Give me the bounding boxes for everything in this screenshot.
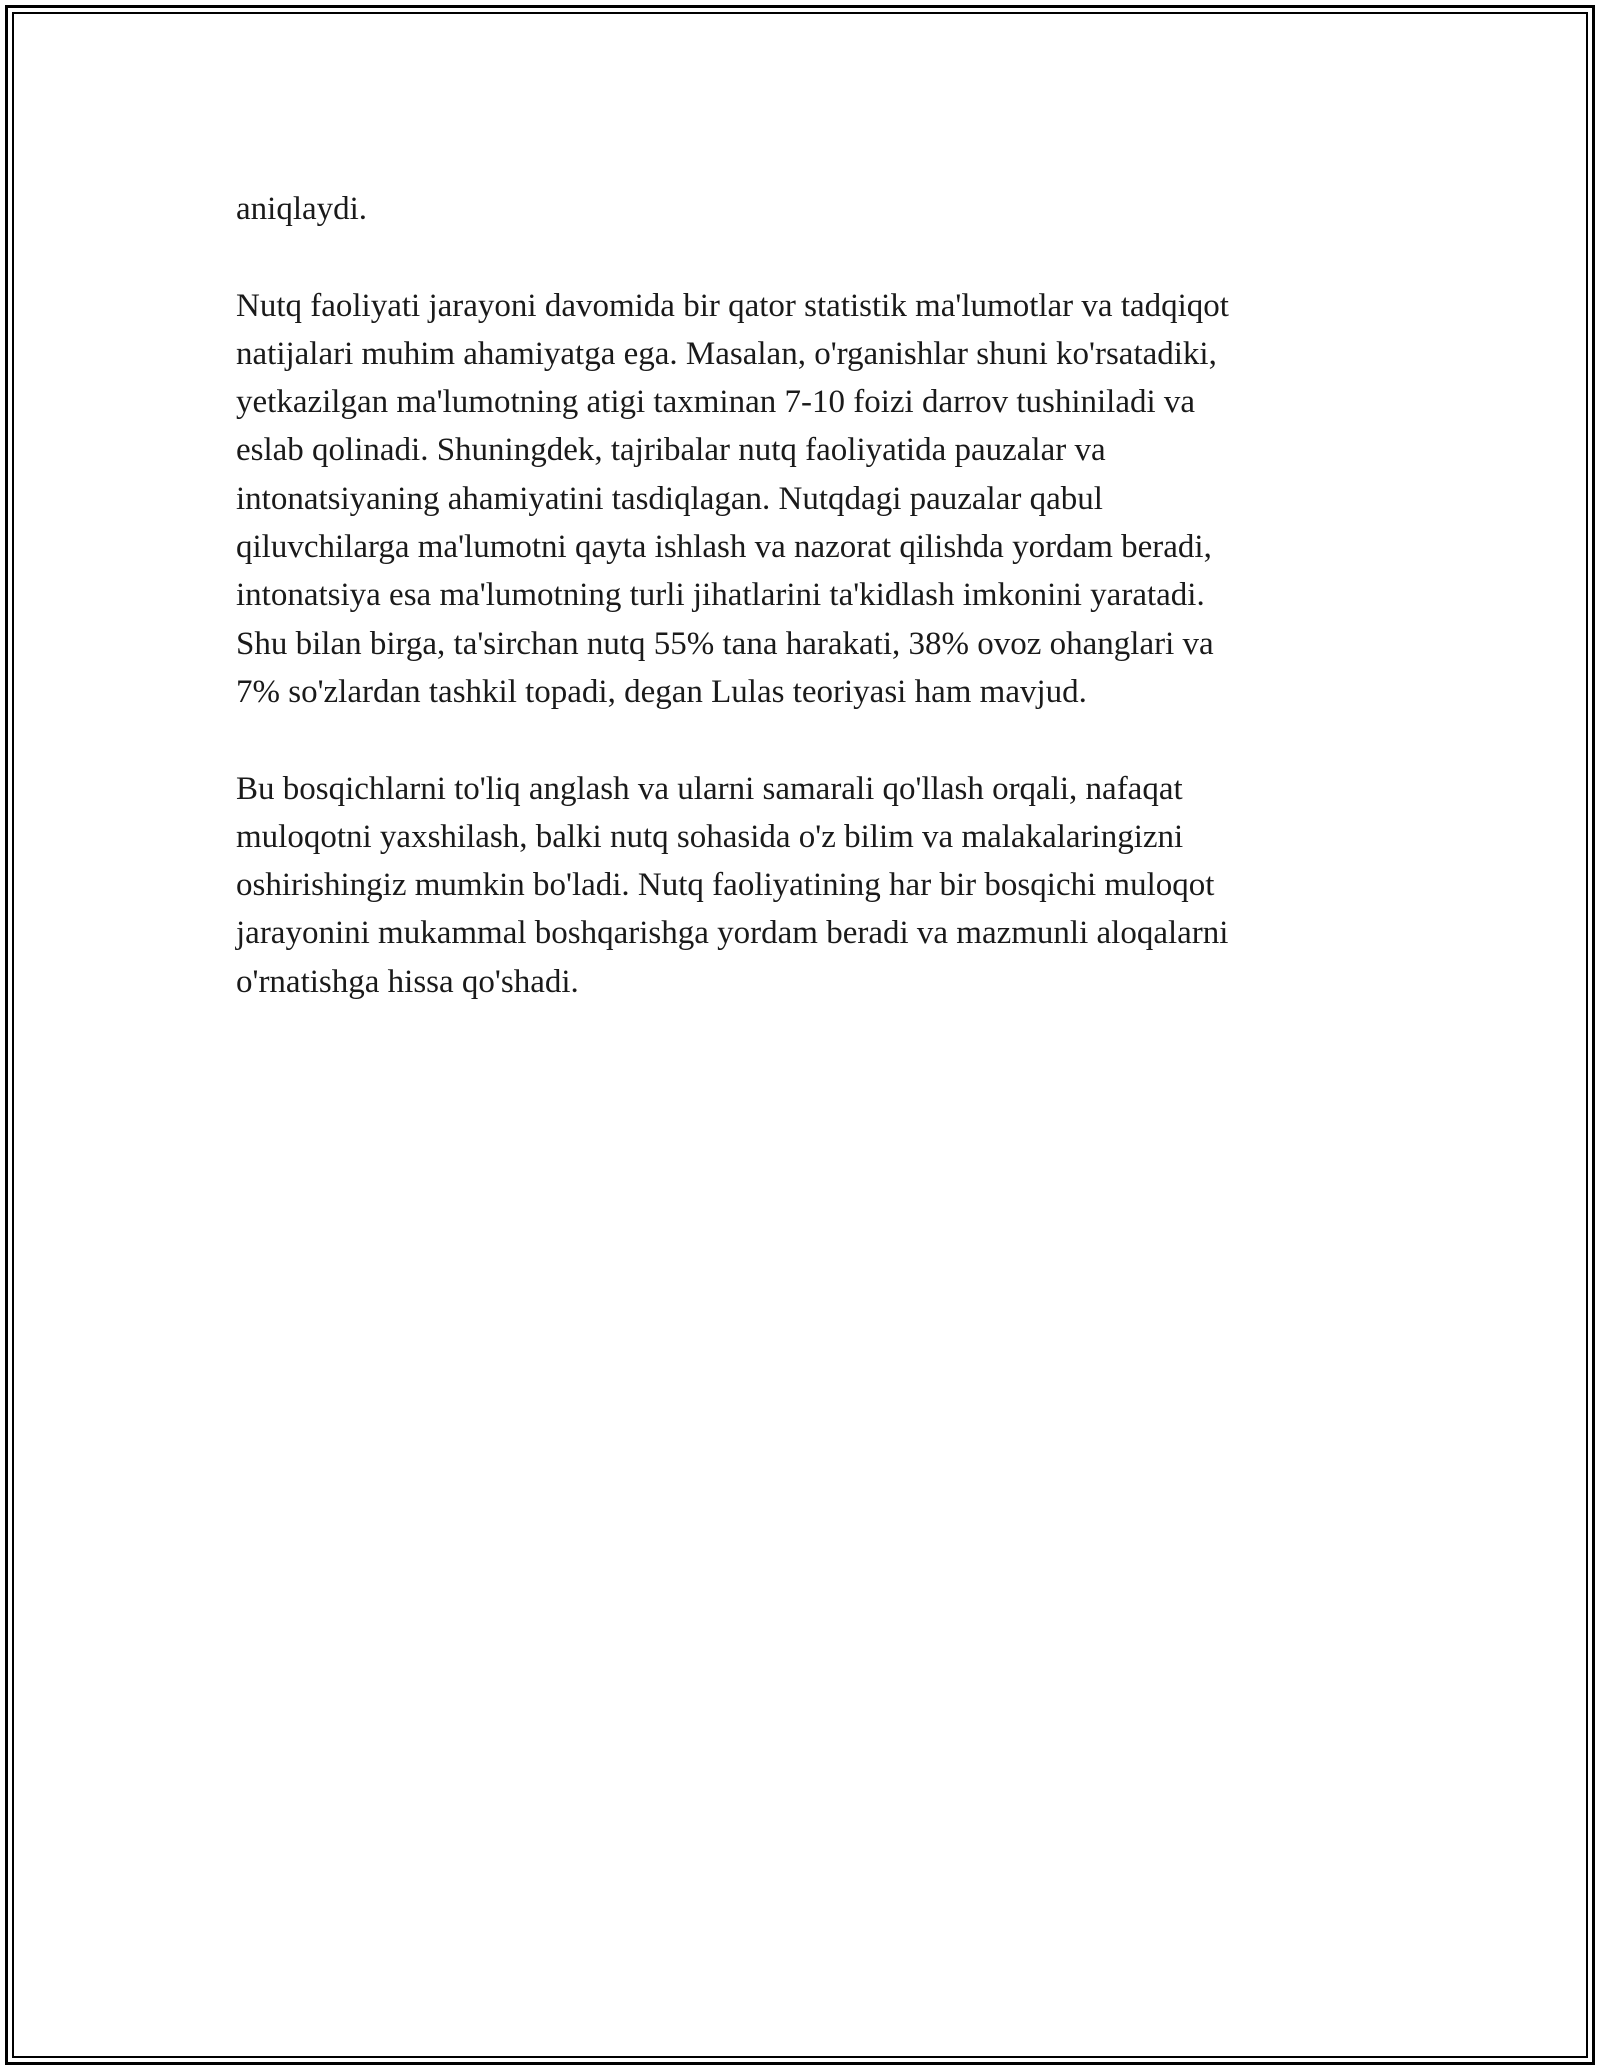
text-line: eslab qolinadi. Shuningdek, tajribalar nutq faoliyatida pauzalar va bbox=[236, 432, 1106, 469]
text-line: Nutq faoliyati jarayoni davomida bir qator statistik ma'lumotlar va tadqiqot bbox=[236, 287, 1229, 324]
paragraph-1 bbox=[236, 185, 1366, 233]
text-line: aniqlaydi. bbox=[236, 191, 368, 227]
text-line: o'rnatishga hissa qo'shadi. bbox=[236, 963, 579, 1000]
text-line: qiluvchilarga ma'lumotni qayta ishlash va nazorat qilishda yordam beradi, bbox=[236, 529, 1212, 566]
text-line: intonatsiya esa ma'lumotning turli jihatlarini ta'kidlash imkonini yaratadi. bbox=[236, 577, 1205, 614]
text-line: natijalari muhim ahamiyatga ega. Masalan, o'rganishlar shuni ko'rsatadiki, bbox=[236, 335, 1217, 372]
text-line: jarayonini mukammal boshqarishga yordam beradi va mazmunli aloqalarni bbox=[236, 915, 1229, 952]
text-line: Shu bilan birga, ta'sirchan nutq 55% tana harakati, 38% ovoz ohanglari va bbox=[236, 625, 1214, 662]
paragraph-2 bbox=[236, 282, 1366, 717]
text-line: 7% so'zlardan tashkil topadi, degan Lulas teoriyasi ham mavjud. bbox=[236, 673, 1087, 710]
text-line: Bu bosqichlarni to'liq anglash va ularni samarali qo'llash orqali, nafaqat bbox=[236, 770, 1183, 807]
text-line: yetkazilgan ma'lumotning atigi taxminan 7-10 foizi darrov tushiniladi va bbox=[236, 384, 1196, 421]
text-line: oshirishingiz mumkin bo'ladi. Nutq faoliyatining har bir bosqichi muloqot bbox=[236, 867, 1215, 904]
paragraph-3 bbox=[236, 765, 1366, 1006]
text-line: muloqotni yaxshilash, balki nutq sohasida o'z bilim va malakalaringizni bbox=[236, 818, 1184, 855]
document-body bbox=[236, 185, 1366, 1054]
text-line: intonatsiyaning ahamiyatini tasdiqlagan. Nutqdagi pauzalar qabul bbox=[236, 480, 1103, 517]
